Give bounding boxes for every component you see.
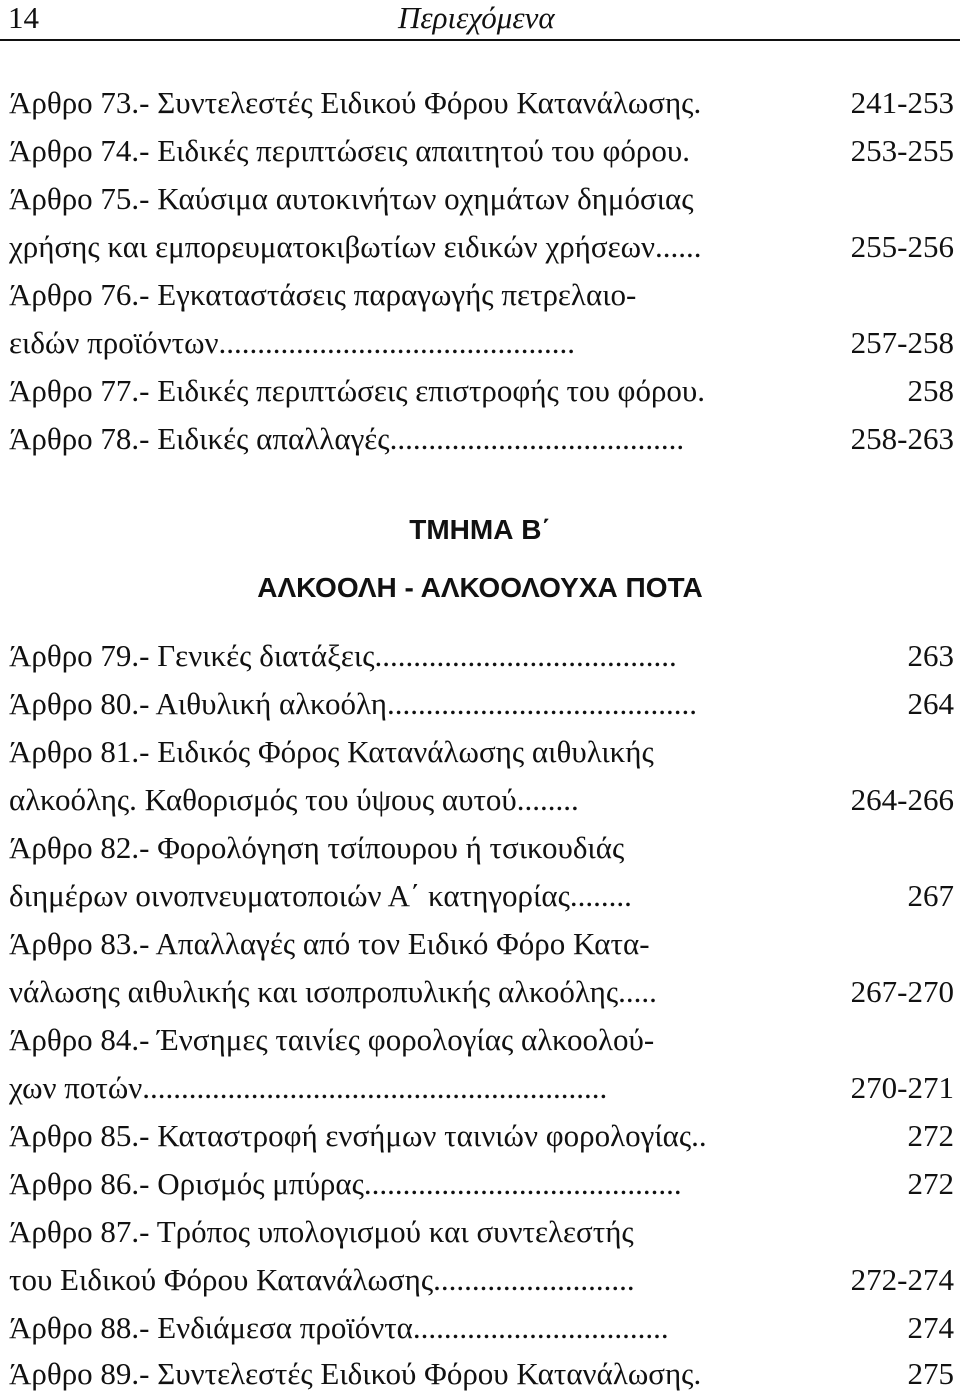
toc-entry-text: Άρθρο 84.- Ένσημες ταινίες φορολογίας αλκοολού- xyxy=(9,1022,655,1057)
running-title: Περιεχόμενα xyxy=(398,0,555,35)
toc-entry xyxy=(9,175,954,223)
toc-entry xyxy=(9,223,954,271)
toc-entry-page: 263 xyxy=(907,638,954,673)
toc-entry-page: 264 xyxy=(907,686,954,721)
toc-entry-page: 267-270 xyxy=(850,974,954,1009)
toc-entry-page: 272-274 xyxy=(850,1262,954,1297)
page-number: 14 xyxy=(8,0,39,35)
toc-entry-text: Άρθρο 83.- Απαλλαγές από τον Ειδικό Φόρο Κατα- xyxy=(9,926,650,961)
toc-entry-page: 275 xyxy=(907,1356,954,1391)
toc-entry xyxy=(9,1112,954,1160)
toc-entry xyxy=(9,680,954,728)
toc-entry xyxy=(9,1064,954,1112)
toc-entry-page: 257-258 xyxy=(850,325,954,360)
toc-entry-page: 241-253 xyxy=(850,85,954,120)
toc-entry-page: 253-255 xyxy=(850,133,954,168)
toc-entry xyxy=(9,872,954,920)
toc-entry xyxy=(9,920,954,968)
toc-entry xyxy=(9,824,954,872)
toc-entry xyxy=(9,728,954,776)
toc-entry-text: Άρθρο 78.- Ειδικές απαλλαγές...................................... xyxy=(9,421,685,456)
toc-entry-text: Άρθρο 85.- Καταστροφή ενσήμων ταινιών φορολογίας.. xyxy=(9,1118,707,1153)
toc-entry xyxy=(9,367,954,415)
toc-entry xyxy=(9,1350,954,1398)
toc-entry-text: Άρθρο 80.- Αιθυλική αλκοόλη........................................ xyxy=(9,686,697,721)
toc-entry-page: 267 xyxy=(907,878,954,913)
toc-entry-page: 274 xyxy=(907,1310,954,1345)
toc-entry-page: 270-271 xyxy=(850,1070,954,1105)
toc-entry-text: Άρθρο 75.- Καύσιμα αυτοκινήτων οχημάτων δημόσιας xyxy=(9,181,694,216)
toc-entry-page: 272 xyxy=(907,1166,954,1201)
toc-entry-text: διημέρων οινοπνευματοποιών Α΄ κατηγορίας........ xyxy=(9,878,632,913)
toc-entry xyxy=(9,1304,954,1352)
toc-entry xyxy=(9,79,954,127)
toc-entry-page: 264-266 xyxy=(850,782,954,817)
toc-entry xyxy=(9,776,954,824)
section-title: ΤΜΗΜΑ Β΄ xyxy=(409,514,551,545)
toc-entry-page: 258-263 xyxy=(850,421,954,456)
toc-entry-text: του Ειδικού Φόρου Κατανάλωσης.......................... xyxy=(9,1262,635,1297)
toc-entry-text: Άρθρο 81.- Ειδικός Φόρος Κατανάλωσης αιθυλικής xyxy=(9,734,654,769)
toc-entry-text: Άρθρο 86.- Ορισμός μπύρας......................................... xyxy=(9,1166,682,1201)
toc-entry xyxy=(9,1256,954,1304)
header-rule xyxy=(0,39,960,41)
toc-entry-text: Άρθρο 87.- Τρόπος υπολογισμού και συντελεστής xyxy=(9,1214,634,1249)
toc-entry-text: Άρθρο 73.- Συντελεστές Ειδικού Φόρου Κατανάλωσης. xyxy=(9,85,702,120)
toc-entry-page: 272 xyxy=(907,1118,954,1153)
toc-entry xyxy=(9,415,954,463)
toc-entry xyxy=(9,1160,954,1208)
toc-entry-text: Άρθρο 74.- Ειδικές περιπτώσεις απαιτητού του φόρου. xyxy=(9,133,690,168)
page-header xyxy=(0,0,960,40)
toc-entry-text: Άρθρο 88.- Ενδιάμεσα προϊόντα................................. xyxy=(9,1310,669,1345)
toc-entry-text: Άρθρο 82.- Φορολόγηση τσίπουρου ή τσικουδιάς xyxy=(9,830,625,865)
toc-entry-page: 258 xyxy=(907,373,954,408)
toc-entry xyxy=(9,1208,954,1256)
toc-entry-text: χρήσης και εμπορευματοκιβωτίων ειδικών χρήσεων...... xyxy=(9,229,702,264)
toc-entry xyxy=(9,1016,954,1064)
toc-entry xyxy=(9,968,954,1016)
toc-entry xyxy=(9,127,954,175)
toc-entry xyxy=(9,319,954,367)
toc-entry-page: 255-256 xyxy=(850,229,954,264)
toc-entry-text: Άρθρο 89.- Συντελεστές Ειδικού Φόρου Κατανάλωσης. xyxy=(9,1356,702,1391)
toc-entry-text: χων ποτών............................................................ xyxy=(9,1070,608,1105)
toc-entry-text: Άρθρο 79.- Γενικές διατάξεις....................................... xyxy=(9,638,677,673)
toc-entry xyxy=(9,271,954,319)
toc-entry-text: Άρθρο 77.- Ειδικές περιπτώσεις επιστροφής του φόρου. xyxy=(9,373,706,408)
toc-entry-text: αλκοόλης. Καθορισμός του ύψους αυτού........ xyxy=(9,782,579,817)
toc-entry-text: ειδών προϊόντων.............................................. xyxy=(9,325,575,360)
toc-entry xyxy=(9,632,954,680)
toc-entry-text: νάλωσης αιθυλικής και ισοπροπυλικής αλκοόλης..... xyxy=(9,974,657,1009)
section-subtitle: ΑΛΚΟΟΛΗ - ΑΛΚΟΟΛΟΥΧΑ ΠΟΤΑ xyxy=(257,572,703,603)
toc-entry-text: Άρθρο 76.- Εγκαταστάσεις παραγωγής πετρελαιο- xyxy=(9,277,637,312)
